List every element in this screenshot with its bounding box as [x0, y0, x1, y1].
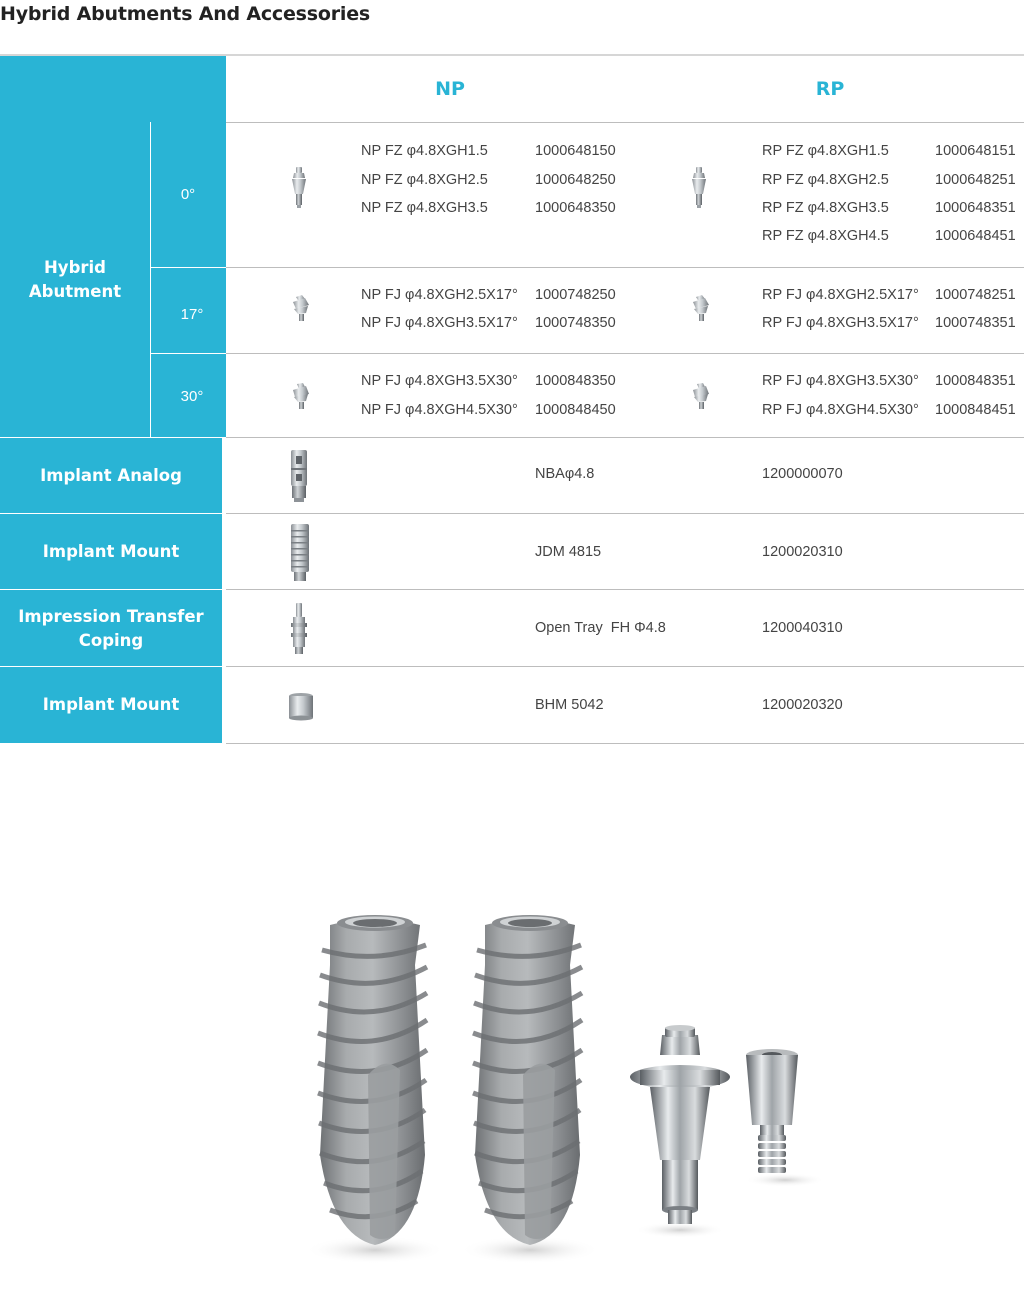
angle-label-30: 30°: [180, 387, 204, 405]
implant-analog-code: 1200000070: [762, 466, 843, 482]
rp-30-code-2: 1000848451: [935, 402, 1016, 418]
angled-abutment-icon: [290, 382, 312, 412]
rp-17-name-1: RP FJ φ4.8XGH2.5X17°: [762, 287, 919, 303]
rp-17-code-1: 1000748251: [935, 287, 1016, 303]
implant-body-2: [473, 915, 582, 1245]
healing-cap-icon: [286, 692, 316, 722]
implant-mount-label-2: Implant Mount: [0, 667, 222, 743]
np-30-name-1: NP FJ φ4.8XGH3.5X30°: [361, 373, 518, 389]
angled-abutment-icon: [290, 294, 312, 324]
angle-label-17: 17°: [180, 305, 204, 323]
implant-mount-label: Implant Mount: [0, 514, 222, 589]
impression-coping-label-line2: Coping: [78, 630, 144, 650]
np-0-name-3: NP FZ φ4.8XGH3.5: [361, 200, 488, 216]
implant-analog-name: NBAφ4.8: [535, 466, 595, 482]
np-30-code-2: 1000848450: [535, 402, 616, 418]
healing-cap-code: 1200020320: [762, 697, 843, 713]
implant-body-1: [318, 915, 427, 1245]
rp-30-name-2: RP FJ φ4.8XGH4.5X30°: [762, 402, 919, 418]
healing-cap-name: BHM 5042: [535, 697, 604, 713]
hybrid-abutment-label: [0, 122, 150, 438]
implant-analog-label: Implant Analog: [0, 438, 222, 513]
row-line-mount: [226, 589, 1024, 590]
rp-30-name-1: RP FJ φ4.8XGH3.5X30°: [762, 373, 919, 389]
np-column-header: NP: [435, 78, 465, 100]
np-30-code-1: 1000848350: [535, 373, 616, 389]
impression-coping-icon: [289, 602, 309, 656]
rp-0-code-3: 1000648351: [935, 200, 1016, 216]
rp-0-code-4: 1000648451: [935, 228, 1016, 244]
angle-column-divider: [150, 122, 151, 438]
rp-0-name-3: RP FZ φ4.8XGH3.5: [762, 200, 889, 216]
implant-analog-icon: [288, 448, 310, 504]
np-17-name-2: NP FJ φ4.8XGH3.5X17°: [361, 315, 518, 331]
rp-30-code-1: 1000848351: [935, 373, 1016, 389]
angled-abutment-icon: [690, 294, 712, 324]
row-line-header: [226, 122, 1024, 123]
row-line-30deg: [226, 437, 1024, 438]
np-0-code-2: 1000648250: [535, 172, 616, 188]
angled-abutment-icon: [690, 382, 712, 412]
impression-coping-label-line1: Impression Transfer: [18, 606, 204, 626]
np-30-name-2: NP FJ φ4.8XGH4.5X30°: [361, 402, 518, 418]
rp-0-name-1: RP FZ φ4.8XGH1.5: [762, 143, 889, 159]
straight-abutment-icon: [290, 166, 308, 210]
implant-mount-icon: [288, 522, 312, 584]
header-corner-cell: [0, 56, 226, 122]
rp-0-name-2: RP FZ φ4.8XGH2.5: [762, 172, 889, 188]
abutment-piece-2: [746, 1049, 798, 1173]
rp-17-name-2: RP FJ φ4.8XGH3.5X17°: [762, 315, 919, 331]
np-0-name-2: NP FZ φ4.8XGH2.5: [361, 172, 488, 188]
rp-0-code-1: 1000648151: [935, 143, 1016, 159]
row-line-analog: [226, 513, 1024, 514]
np-17-name-1: NP FJ φ4.8XGH2.5X17°: [361, 287, 518, 303]
np-0-code-1: 1000648150: [535, 143, 616, 159]
row-line-0deg: [226, 267, 1024, 268]
angle-label-0: 0°: [180, 186, 196, 203]
abutment-piece-1: [630, 1025, 730, 1224]
hybrid-abutment-label-line2: Abutment: [28, 282, 122, 301]
impression-coping-name: Open Tray FH Φ4.8: [535, 620, 666, 636]
np-0-name-1: NP FZ φ4.8XGH1.5: [361, 143, 488, 159]
np-0-code-3: 1000648350: [535, 200, 616, 216]
rp-0-code-2: 1000648251: [935, 172, 1016, 188]
hybrid-abutment-label-line1: Hybrid: [44, 258, 106, 277]
dental-implants-photo: [300, 905, 840, 1285]
row-line-bottom: [226, 743, 1024, 744]
row-line-17deg: [226, 353, 1024, 354]
rp-column-header: RP: [815, 78, 845, 100]
row-line-coping: [226, 666, 1024, 667]
rp-17-code-2: 1000748351: [935, 315, 1016, 331]
impression-coping-label: [0, 590, 222, 667]
rp-0-name-4: RP FZ φ4.8XGH4.5: [762, 228, 889, 244]
impression-coping-code: 1200040310: [762, 620, 843, 636]
np-17-code-2: 1000748350: [535, 315, 616, 331]
implant-mount-code: 1200020310: [762, 544, 843, 560]
page-title: Hybrid Abutments And Accessories: [0, 3, 371, 25]
implant-mount-name: JDM 4815: [535, 544, 602, 560]
straight-abutment-icon: [690, 166, 708, 210]
np-17-code-1: 1000748250: [535, 287, 616, 303]
